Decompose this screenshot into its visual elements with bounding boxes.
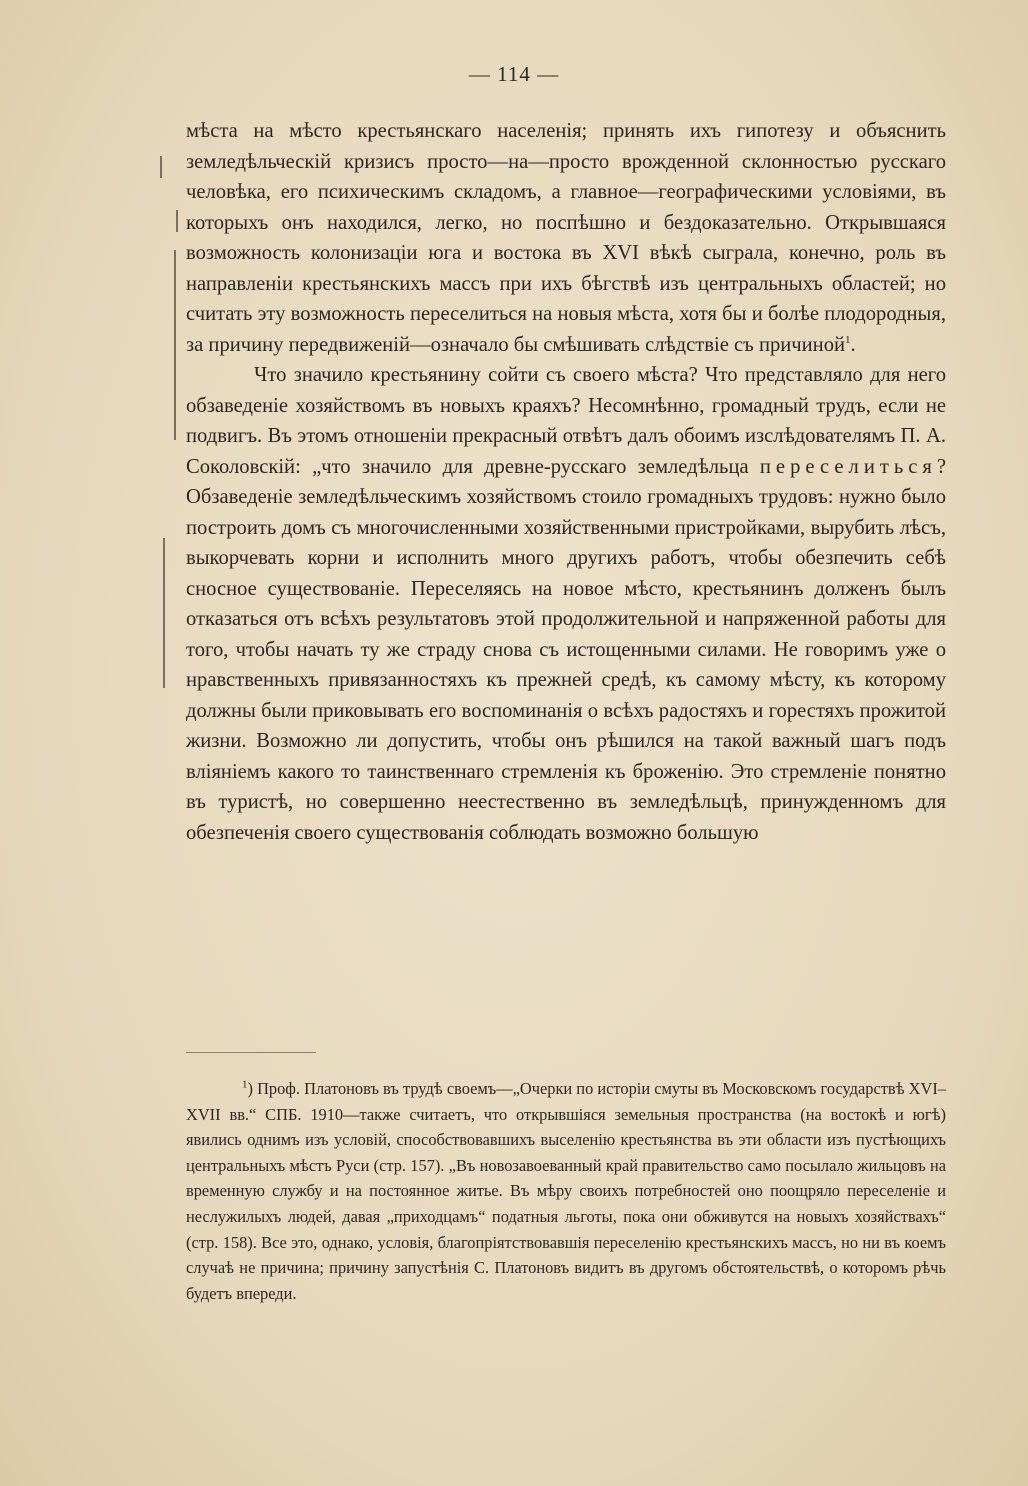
- paragraph-1-text: мѣста на мѣсто крестьянскаго населенія; принять ихъ гипотезу и объяснить земледѣльческій кризисъ просто—на—просто врожденной склонностью русскаго человѣка, его психическимъ складомъ, а главное—географическими условіями, въ которыхъ онъ находился, легко, но поспѣшно и бездоказательно. Открывшаяся возможность колонизаціи юга и востока въ XVI вѣкѣ сыграла, конечно, роль въ направленіи крестьянскихъ массъ при ихъ бѣгствѣ изъ центральныхъ областей; но считать эту возможность переселиться на новыя мѣста, хотя бы и болѣе плодородныя, за причину передвиженій—означало бы смѣшивать слѣдствіе съ причиной: [186, 120, 946, 356]
- page-number: — 114 —: [468, 62, 560, 86]
- margin-pencil-mark: [174, 250, 176, 440]
- footnote: [186, 1076, 946, 1306]
- spaced-emphasis: переселиться: [759, 455, 937, 478]
- paragraph-2: [186, 360, 946, 848]
- footnote-paragraph: $^1$) Проф. Платоновъ въ трудѣ своемъ—„Очерки по исторіи смуты въ Московскомъ государствѣ XVI– XVII вв.“ СПБ. 1910—также считаетъ, что открывшіяся земельныя пространства (на востокѣ и югѣ) явились однимъ изъ условій, способствовавшихъ выселенію крестьянства въ эти области изъ пустѣющихъ центральныхъ мѣстъ Руси (стр. 157). „Въ новозавоеванный край правительство само посылало жильцовъ на временную службу и на постоянное житье. Въ мѣру своихъ потребностей оно поощряло переселеніе и неслужилыхъ людей, давая „приходцамъ“ податныя льготы, пока они обживутся на новыхъ хозяйствахъ“ (стр. 158). Все это, однако, условія, благопріятствовавшія переселенію крестьянскихъ массъ, но ни въ коемъ случаѣ не причина; причину запустѣнія С. Платоновъ видитъ въ другомъ обстоятельствѣ, о которомъ рѣчь будетъ впереди.: [186, 1078, 946, 1303]
- paragraph-2-text-b: ? Обзаведеніе земледѣльческимъ хозяйствомъ стоило громадныхъ трудовъ: нужно было построить домъ съ многочисленными хозяйственными пристройками, вырубить лѣсъ, выкорчевать корни и исполнить много другихъ работъ, чтобы обезпечить себѣ сносное существованіе. Переселяясь на новое мѣсто, крестьянинъ долженъ былъ отказаться отъ всѣхъ результатовъ этой продолжительной и напряженной работы для того, чтобы начать ту же страду снова съ истощенными силами. Не говоримъ уже о нравственныхъ привязанностяхъ къ прежней средѣ, къ самому мѣсту, къ которому должны были приковывать его воспоминанія о всѣхъ радостяхъ и горестяхъ прожитой жизни. Возможно ли допустить, чтобы онъ рѣшился на такой важный шагъ подъ вліяніемъ какого то таинственнаго стремленія къ броженію. Это стремленіе понятно въ туристѣ, но совершенно неестественно въ земледѣльцѣ, принужденномъ для обезпеченія своего существованія соблюдать возможно большую: [186, 455, 946, 844]
- footnote-text: Проф. Платоновъ въ трудѣ своемъ—„Очерки по исторіи смуты въ Московскомъ государствѣ XVI– XVII вв.“ СПБ. 1910—также считаетъ, что открывшіяся земельныя пространства (на востокѣ и югѣ) явились однимъ изъ условій, способствовавшихъ выселенію крестьянства въ эти области изъ пустѣющихъ центральныхъ мѣстъ Руси (стр. 157). „Въ новозавоеванный край правительство само посылало жильцовъ на временную службу и на постоянное житье. Въ мѣру своихъ потребностей оно поощряло переселеніе и неслужилыхъ людей, давая „приходцамъ“ податныя льготы, пока они обживутся на новыхъ хозяйствахъ“ (стр. 158). Все это, однако, условія, благопріятствовавшія переселенію крестьянскихъ массъ, но ни въ коемъ случаѣ не причина; причину запустѣнія С. Платоновъ видитъ въ другомъ обстоятельствѣ, о которомъ рѣчь будетъ впереди.: [186, 1079, 946, 1303]
- footnote-reference: 1: [845, 333, 851, 346]
- paragraph-2-text-a: Что значило крестьянину сойти съ своего мѣста? Что представляло для него обзаведеніе хозяйствомъ въ новыхъ краяхъ? Несомнѣнно, громадный трудъ, если не подвигъ. Въ этомъ отношеніи прекрасный отвѣтъ далъ обоимъ изслѣдователямъ П. А. Соколовскій: „что значило для древне-русскаго земледѣльца: [186, 364, 946, 478]
- margin-pencil-mark: [176, 210, 178, 232]
- paragraph-1: [186, 116, 946, 360]
- margin-pencil-mark: [163, 538, 165, 688]
- footnote-marker: 1: [242, 1078, 248, 1091]
- paragraph-1-end: .: [850, 333, 856, 356]
- footnote-divider: [186, 1052, 316, 1053]
- main-text: [186, 116, 946, 848]
- margin-pencil-mark: [160, 156, 162, 178]
